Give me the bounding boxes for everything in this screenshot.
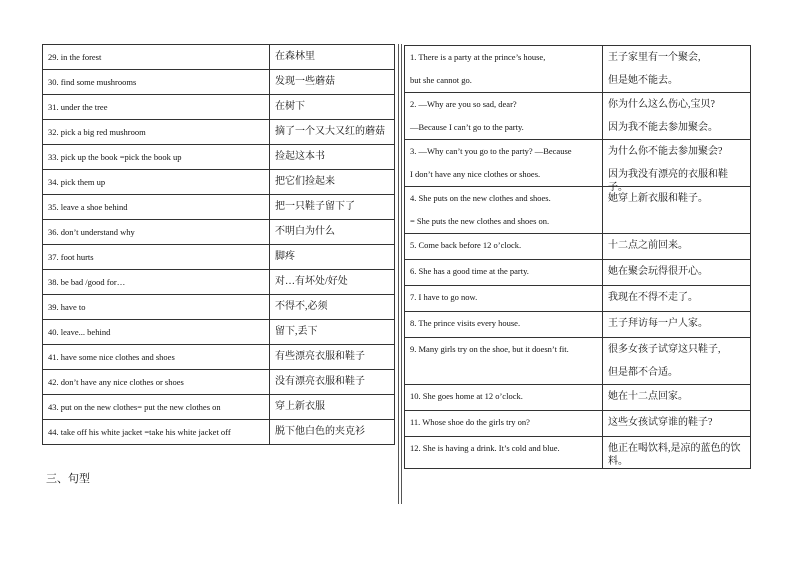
sentence-row (405, 234, 751, 260)
vocab-english: 42. don’t have any nice clothes or shoes (43, 370, 270, 395)
vocab-chinese: 留下,丢下 (270, 320, 395, 345)
sentence-chinese (603, 286, 751, 312)
sentence-line: I don’t have any nice clothes or shoes. (410, 169, 541, 179)
vocab-row (43, 345, 395, 370)
vocab-row (43, 245, 395, 270)
sentence-line: 6. She has a good time at the party. (410, 266, 529, 276)
sentence-line: 她穿上新衣服和鞋子。 (608, 193, 708, 204)
sentence-row (405, 260, 751, 286)
vocab-row (43, 220, 395, 245)
sentence-table (404, 45, 751, 469)
vocab-chinese: 不明白为什么 (270, 220, 395, 245)
vocab-row (43, 295, 395, 320)
sentence-line: 9. Many girls try on the shoe, but it doesn’t fit. (410, 344, 569, 354)
sentence-chinese (603, 46, 751, 93)
vocab-english: 40. leave... behind (43, 320, 270, 345)
vocab-chinese: 脚疼 (270, 245, 395, 270)
vocab-row (43, 370, 395, 395)
vocab-english: 43. put on the new clothes= put the new clothes on (43, 395, 270, 420)
vocab-row (43, 95, 395, 120)
sentence-english (405, 437, 603, 469)
sentence-row (405, 385, 751, 411)
sentence-english (405, 140, 603, 187)
sentence-line: 8. The prince visits every house. (410, 318, 521, 328)
sentence-line: 她在聚会玩得很开心。 (608, 266, 708, 277)
sentence-line: 4. She puts on the new clothes and shoes. (410, 193, 551, 203)
sentence-chinese (603, 93, 751, 140)
column-divider (398, 44, 399, 504)
column-divider-inner (401, 44, 402, 504)
sentence-line: 这些女孩试穿谁的鞋子? (608, 417, 713, 428)
sentence-chinese (603, 411, 751, 437)
vocab-row (43, 195, 395, 220)
sentence-line: 10. She goes home at 12 o’clock. (410, 391, 523, 401)
sentence-row (405, 140, 751, 187)
sentence-row (405, 312, 751, 338)
vocab-chinese: 有些漂亮衣服和鞋子 (270, 345, 395, 370)
vocab-row (43, 320, 395, 345)
sentence-line: 因为我不能去参加聚会。 (608, 122, 718, 133)
sentence-chinese (603, 437, 751, 469)
vocab-chinese: 把它们捡起来 (270, 170, 395, 195)
sentence-line: 12. She is having a drink. It’s cold and blue. (410, 443, 560, 453)
sentence-row (405, 286, 751, 312)
vocab-english: 41. have some nice clothes and shoes (43, 345, 270, 370)
sentence-line: 为什么你不能去参加聚会? (608, 146, 723, 157)
sentence-chinese (603, 385, 751, 411)
vocab-row (43, 145, 395, 170)
sentence-line: 我现在不得不走了。 (608, 292, 698, 303)
vocab-english: 35. leave a shoe behind (43, 195, 270, 220)
sentence-english (405, 93, 603, 140)
vocab-english: 30. find some mushrooms (43, 70, 270, 95)
sentence-chinese (603, 140, 751, 193)
sentence-row (405, 338, 751, 385)
sentence-english (405, 46, 603, 93)
sentence-row (405, 93, 751, 140)
sentence-line: 王子家里有一个聚会, (608, 52, 701, 63)
vocab-row (43, 420, 395, 445)
sentence-line: 很多女孩子试穿这只鞋子, (608, 344, 721, 355)
vocab-english: 36. don’t understand why (43, 220, 270, 245)
vocab-english: 29. in the forest (43, 45, 270, 70)
vocab-chinese: 摘了一个又大又红的蘑菇 (270, 120, 395, 145)
vocab-row (43, 270, 395, 295)
vocab-chinese: 在树下 (270, 95, 395, 120)
sentence-chinese (603, 187, 751, 234)
sentence-row (405, 411, 751, 437)
vocab-english: 32. pick a big red mushroom (43, 120, 270, 145)
sentence-chinese (603, 234, 751, 260)
vocab-chinese: 不得不,必须 (270, 295, 395, 320)
vocab-chinese: 把一只鞋子留下了 (270, 195, 395, 220)
sentence-chinese (603, 312, 751, 338)
vocab-english: 31. under the tree (43, 95, 270, 120)
sentence-line: 但是她不能去。 (608, 75, 678, 86)
sentence-english (405, 411, 603, 437)
sentence-line: 2. —Why are you so sad, dear? (410, 99, 517, 109)
vocab-english: 37. foot hurts (43, 245, 270, 270)
vocab-chinese: 在森林里 (270, 45, 395, 70)
vocab-row (43, 395, 395, 420)
vocabulary-table (42, 44, 395, 445)
sentence-row (405, 187, 751, 234)
sentence-line: 王子拜访每一户人家。 (608, 318, 708, 329)
sentence-line: = She puts the new clothes and shoes on. (410, 216, 550, 226)
sentence-line: 5. Come back before 12 o’clock. (410, 240, 522, 250)
sentence-english (405, 312, 603, 338)
vocab-row (43, 70, 395, 95)
sentence-line: 3. —Why can’t you go to the party? —Because (410, 146, 572, 156)
sentence-english (405, 385, 603, 411)
vocab-row (43, 45, 395, 70)
sentence-line: 但是都不合适。 (608, 367, 678, 378)
sentence-line: 11. Whose shoe do the girls try on? (410, 417, 530, 427)
sentence-line: 7. I have to go now. (410, 292, 478, 302)
vocab-english: 39. have to (43, 295, 270, 320)
sentence-line: —Because I can’t go to the party. (410, 122, 524, 132)
sentence-chinese (603, 260, 751, 286)
sentence-english (405, 260, 603, 286)
sentence-line: 十二点之前回来。 (608, 240, 688, 251)
sentence-chinese (603, 338, 751, 385)
sentence-line: 她在十二点回家。 (608, 391, 688, 402)
section-title: 三、句型 (46, 472, 90, 485)
sentence-row (405, 437, 751, 469)
vocab-chinese: 捡起这本书 (270, 145, 395, 170)
vocab-chinese: 没有漂亮衣服和鞋子 (270, 370, 395, 395)
sentence-english (405, 234, 603, 260)
sentence-line: 1. There is a party at the prince’s house, (410, 52, 546, 62)
sentence-row (405, 46, 751, 93)
sentence-line: 他正在喝饮料,是凉的蓝色的饮料。 (608, 443, 741, 467)
sentence-line: 你为什么这么伤心,宝贝? (608, 99, 715, 110)
vocab-english: 38. be bad /good for… (43, 270, 270, 295)
sentence-line: but she cannot go. (410, 75, 472, 85)
vocab-chinese: 穿上新衣服 (270, 395, 395, 420)
vocab-english: 44. take off his white jacket =take his white jacket off (43, 420, 270, 445)
sentence-line: 因为我没有漂亮的衣服和鞋子。 (608, 169, 728, 193)
vocab-chinese: 对…有坏处/好处 (270, 270, 395, 295)
vocab-chinese: 发现一些蘑菇 (270, 70, 395, 95)
sentence-english (405, 338, 603, 385)
vocab-row (43, 170, 395, 195)
vocab-row (43, 120, 395, 145)
sentence-english (405, 187, 603, 234)
vocab-english: 34. pick them up (43, 170, 270, 195)
vocab-chinese: 脱下他白色的夹克衫 (270, 420, 395, 445)
vocab-english: 33. pick up the book =pick the book up (43, 145, 270, 170)
sentence-english (405, 286, 603, 312)
